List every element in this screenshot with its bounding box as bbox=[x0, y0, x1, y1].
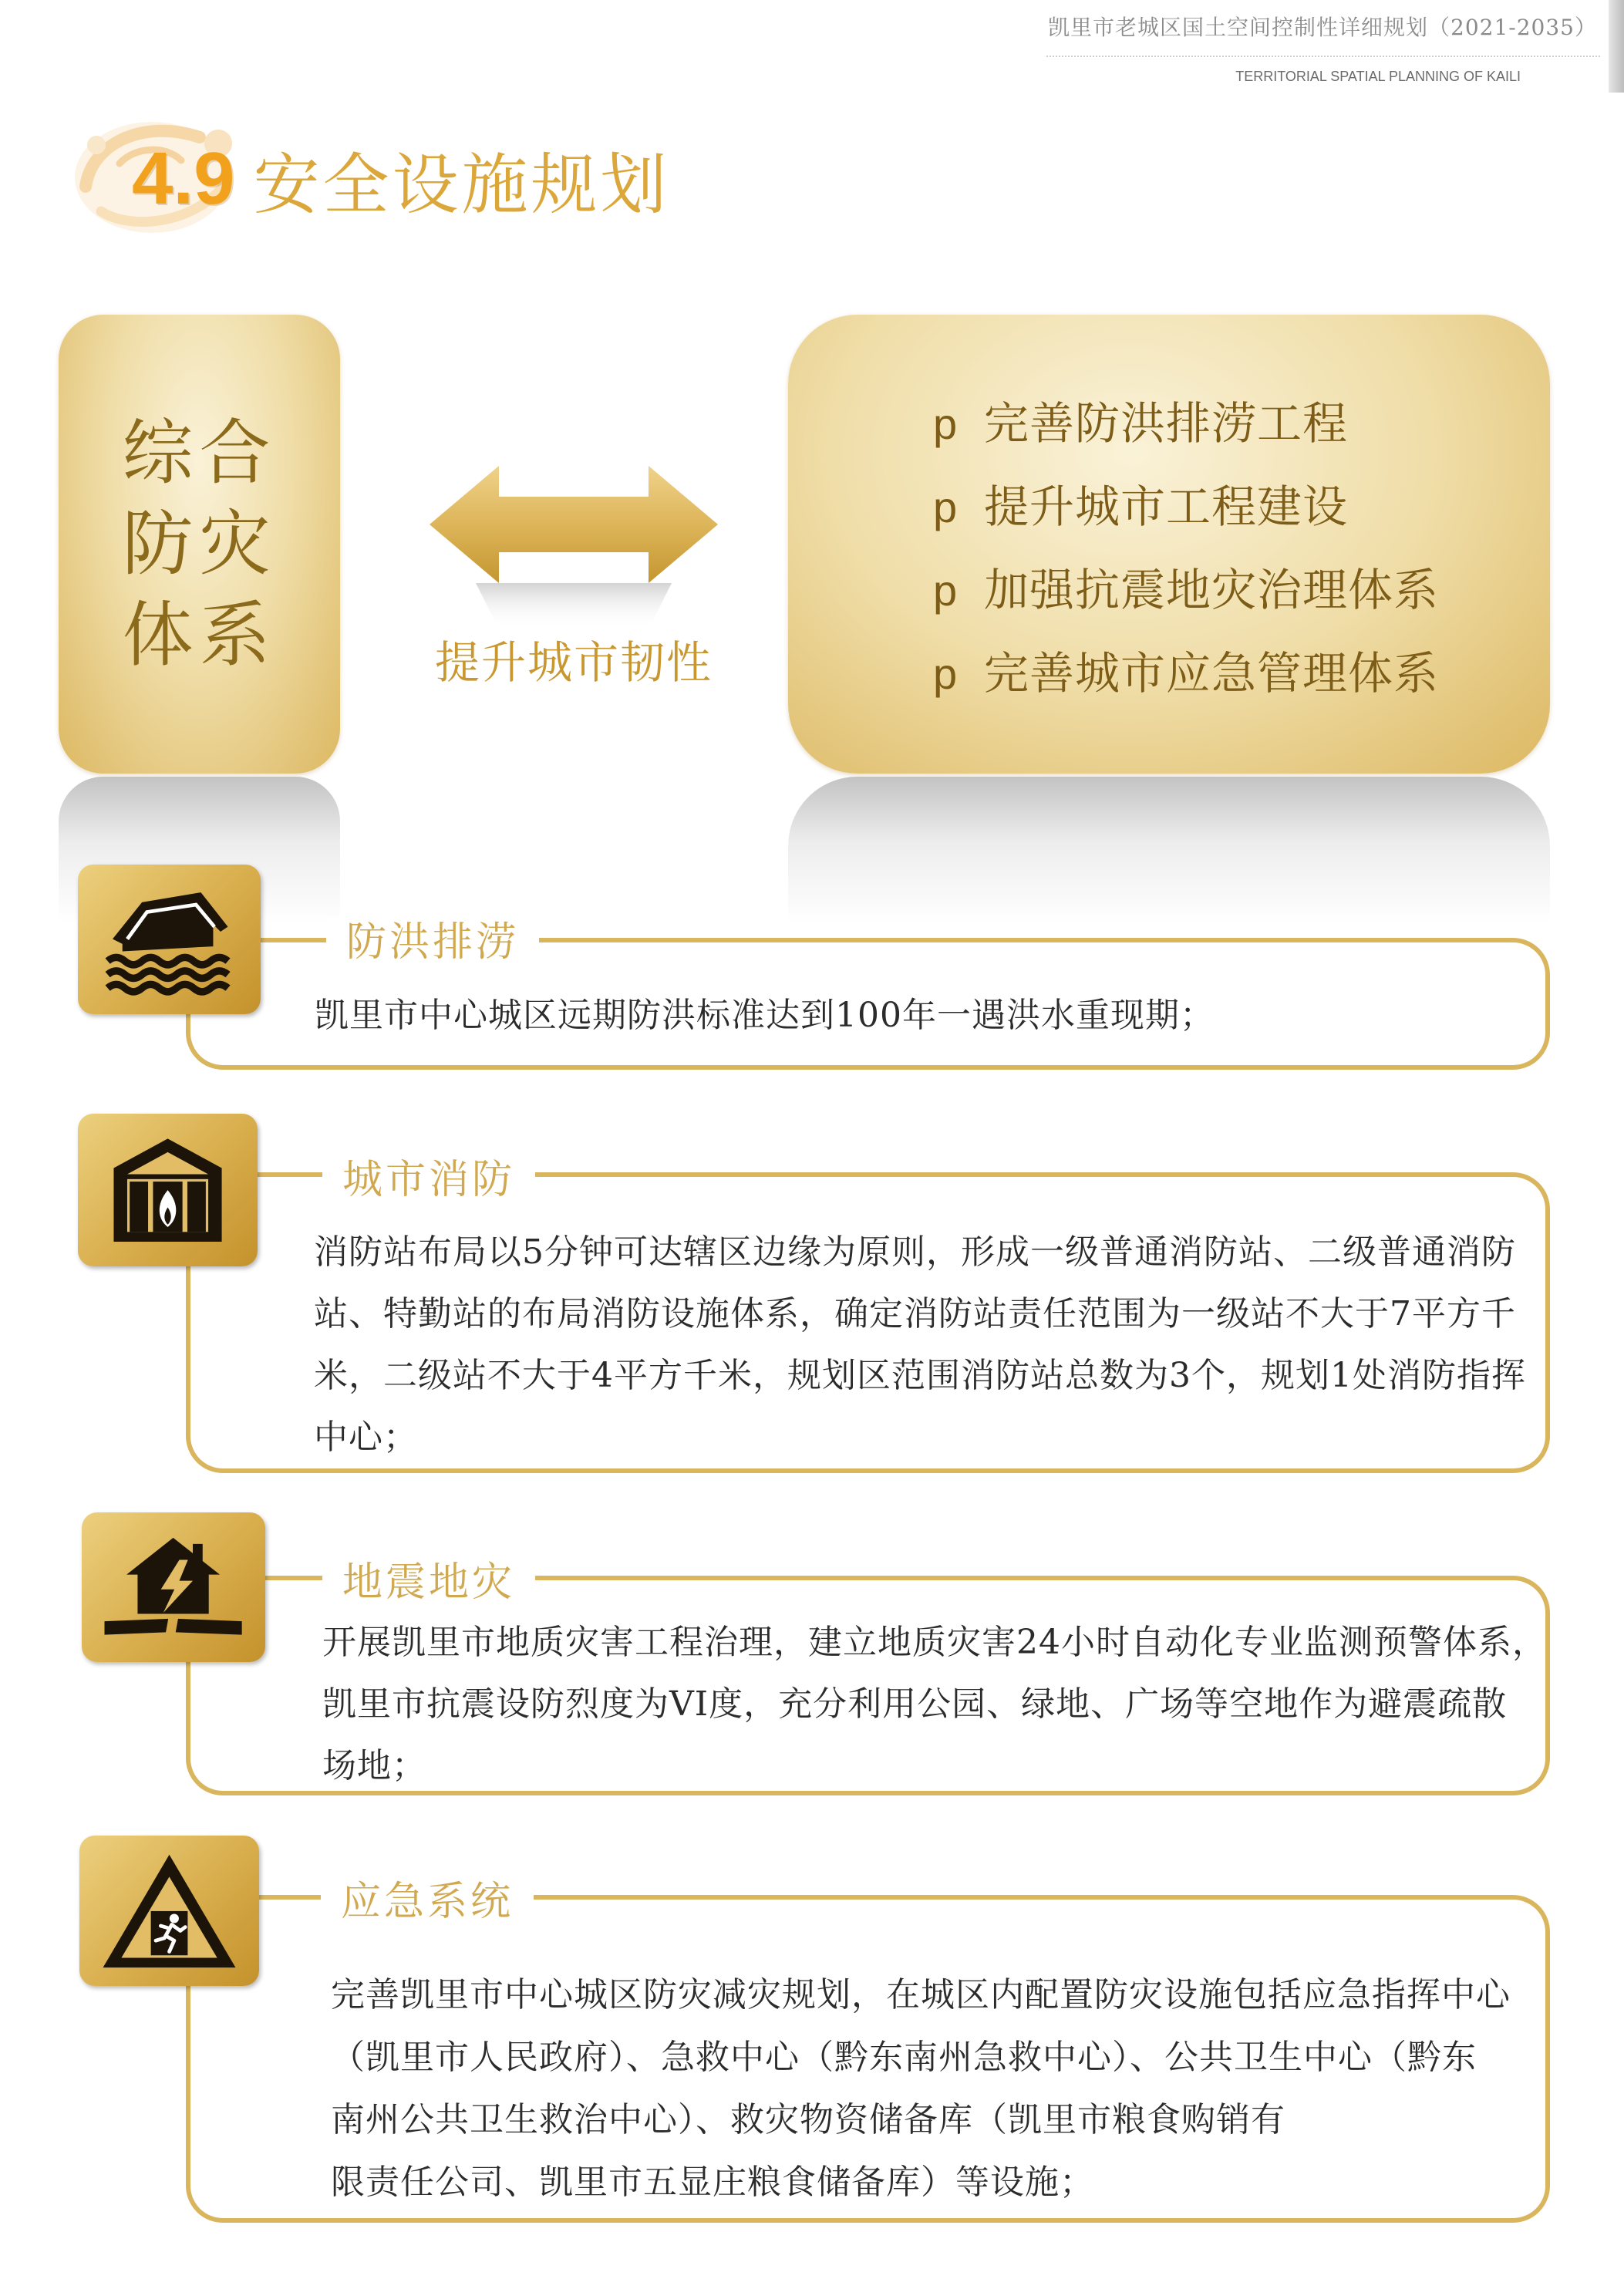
section-title bbox=[132, 137, 670, 224]
body-line: 站、特勤站的布局消防设施体系，确定消防站责任范围为一级站不大于7平方千 bbox=[314, 1294, 1516, 1333]
measures-list bbox=[933, 382, 1439, 715]
fire-icon-tile bbox=[78, 1114, 258, 1266]
bullet-marker: p bbox=[933, 649, 959, 698]
flood-control-heading: 防洪排涝 bbox=[326, 918, 539, 967]
double-arrow-icon bbox=[430, 466, 718, 583]
body-line: （凯里市人民政府）、急救中心（黔东南州急救中心）、公共卫生中心（黔东 bbox=[331, 2038, 1477, 2077]
measure-item-label: 完善防洪排涝工程 bbox=[984, 397, 1349, 450]
measure-item bbox=[933, 382, 1439, 465]
page-edge-tab bbox=[1609, 0, 1624, 93]
body-line: 凯里市中心城区远期防洪标准达到100年一遇洪水重现期； bbox=[315, 996, 1215, 1035]
section-title-text: 安全设施规划 bbox=[253, 147, 670, 224]
flood-control-text bbox=[315, 985, 1215, 1047]
body-line: 米，二级站不大于4平方千米，规划区范围消防站总数为3个，规划1处消防指挥 bbox=[314, 1356, 1526, 1395]
fire-protection-heading: 城市消防 bbox=[322, 1155, 535, 1205]
emergency-exit-icon bbox=[96, 1849, 243, 1973]
body-line: 凯里市抗震设防烈度为VI度，充分利用公园、绿地、广场等空地作为避震疏散 bbox=[322, 1684, 1508, 1724]
earthquake-icon-tile bbox=[82, 1512, 265, 1662]
left-box-line: 体系 bbox=[122, 593, 277, 676]
document-header-subtitle: TERRITORIAL SPATIAL PLANNING OF KAILI bbox=[1235, 69, 1521, 84]
left-box-line: 综合 bbox=[122, 411, 277, 494]
right-box-reflection bbox=[788, 777, 1550, 923]
flood-house-icon bbox=[94, 878, 244, 1000]
measure-item bbox=[933, 548, 1439, 632]
measure-item-label: 提升城市工程建设 bbox=[984, 480, 1349, 533]
measures-box bbox=[788, 315, 1550, 774]
resilience-label: 提升城市韧性 bbox=[434, 636, 713, 689]
flood-icon-tile bbox=[78, 865, 261, 1014]
bullet-marker: p bbox=[933, 483, 959, 531]
body-line: 完善凯里市中心城区防灾减灾规划，在城区内配置防灾设施包括应急指挥中心 bbox=[331, 1975, 1511, 2014]
measure-item bbox=[933, 632, 1439, 715]
bullet-marker: p bbox=[933, 566, 959, 615]
measure-item-label: 完善城市应急管理体系 bbox=[984, 647, 1440, 700]
fire-protection-text bbox=[314, 1222, 1526, 1468]
measure-item bbox=[933, 465, 1439, 548]
body-line: 消防站布局以5分钟可达辖区边缘为原则，形成一级普通消防站、二级普通消防 bbox=[314, 1232, 1516, 1272]
arrow-reflection bbox=[430, 583, 718, 631]
section-number: 4.9 bbox=[132, 137, 235, 220]
earthquake-heading: 地震地灾 bbox=[322, 1558, 535, 1607]
left-box-line: 防灾 bbox=[122, 502, 277, 585]
body-line: 场地； bbox=[322, 1746, 426, 1785]
measure-item-label: 加强抗震地灾治理体系 bbox=[984, 564, 1440, 616]
header-divider bbox=[1046, 56, 1600, 57]
emergency-text bbox=[331, 1964, 1511, 2213]
document-header-title: 凯里市老城区国土空间控制性详细规划（2021-2035） bbox=[1048, 15, 1597, 40]
emergency-icon-tile bbox=[79, 1836, 259, 1986]
integrated-disaster-prevention-box bbox=[59, 315, 340, 774]
body-line: 开展凯里市地质灾害工程治理，建立地质灾害24小时自动化专业监测预警体系， bbox=[322, 1623, 1547, 1662]
earthquake-text bbox=[322, 1612, 1547, 1797]
bullet-marker: p bbox=[933, 400, 959, 448]
body-line: 限责任公司、凯里市五显庄粮食储备库）等设施； bbox=[331, 2163, 1094, 2202]
body-line: 南州公共卫生救治中心）、救灾物资储备库（凯里市粮食购销有 bbox=[331, 2100, 1285, 2139]
earthquake-house-icon bbox=[98, 1526, 248, 1648]
body-line: 中心； bbox=[314, 1418, 418, 1457]
emergency-heading: 应急系统 bbox=[321, 1877, 534, 1927]
fire-station-icon bbox=[94, 1128, 241, 1253]
